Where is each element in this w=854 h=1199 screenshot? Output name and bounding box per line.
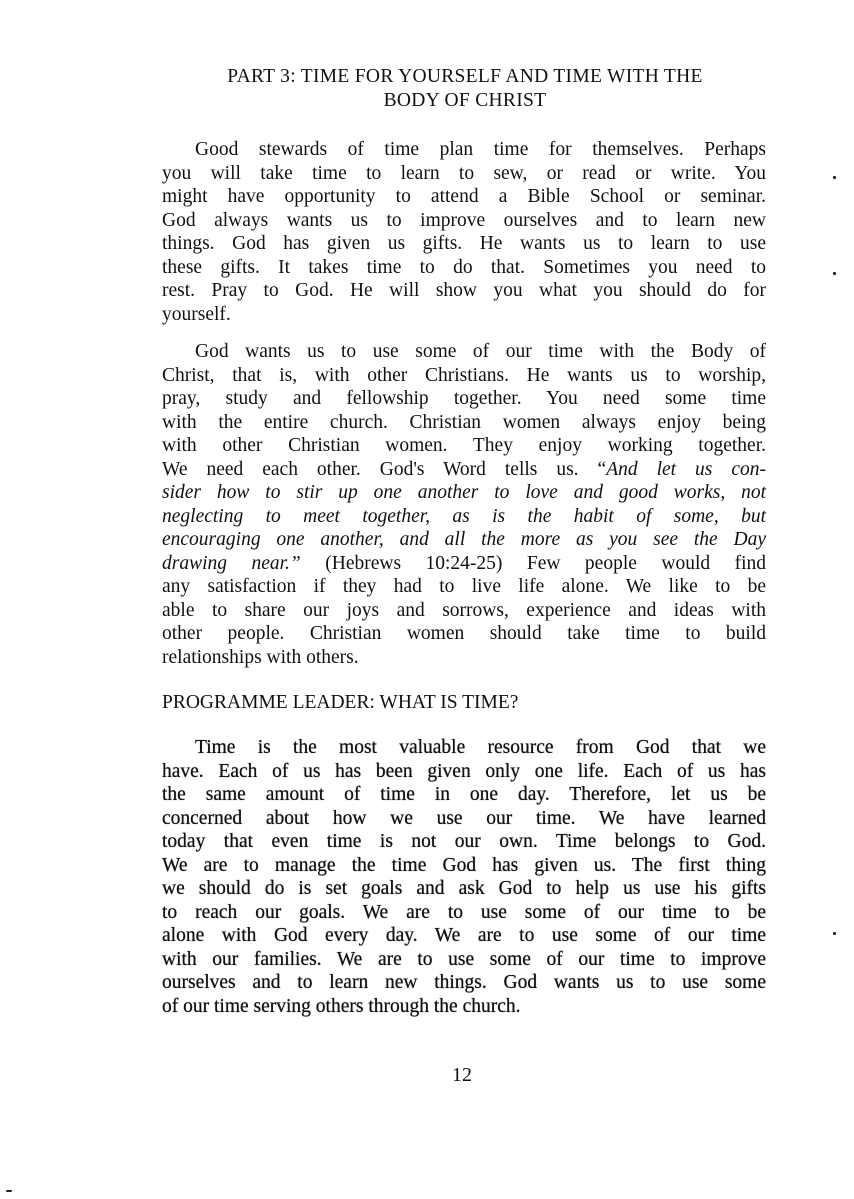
text-segment: of our time serving others through the church. <box>162 995 521 1017</box>
text-line <box>162 209 766 233</box>
text-line <box>162 340 766 364</box>
text-line <box>162 505 766 529</box>
text-line <box>162 552 766 576</box>
scan-speck <box>833 272 836 275</box>
paragraph-time-for-yourself <box>162 138 766 326</box>
text-line <box>162 387 766 411</box>
text-segment: Christ, that is, with other Christians. He wants us to worship, <box>162 364 766 386</box>
text-line <box>162 411 766 435</box>
scan-speck <box>833 176 836 179</box>
text-segment: concerned about how we use our time. We have learned <box>162 807 766 829</box>
text-segment: Good stewards of time plan time for themselves. Perhaps <box>195 139 766 160</box>
scripture-quote-text: encouraging one another, and all the more as you see the Day <box>162 529 766 550</box>
text-segment: any satisfaction if they had to live life alone. We like to be <box>162 576 766 597</box>
text-segment: pray, study and fellowship together. You need some time <box>162 388 766 409</box>
text-line <box>162 830 766 854</box>
text-segment: (Hebrews 10:24-25) Few people would find <box>300 552 766 574</box>
text-segment: today that even time is not our own. Time belongs to God. <box>162 831 766 852</box>
text-line <box>162 760 766 784</box>
text-segment: Time is the most valuable resource from God that we <box>195 737 766 758</box>
text-line <box>162 279 766 303</box>
text-line <box>162 162 766 186</box>
text-line <box>162 232 766 256</box>
text-line <box>162 575 766 599</box>
text-segment: We need each other. God's Word tells us. “ <box>162 458 607 480</box>
text-line <box>162 807 766 831</box>
text-line <box>162 854 766 878</box>
scan-speck <box>833 932 836 935</box>
text-line <box>162 924 766 948</box>
text-line <box>162 256 766 280</box>
text-line <box>162 877 766 901</box>
text-line <box>162 303 766 327</box>
section-title-line-1: PART 3: TIME FOR YOURSELF AND TIME WITH THE <box>227 66 703 87</box>
paragraph-body-of-christ <box>162 340 766 669</box>
text-segment: relationships with others. <box>162 646 359 668</box>
text-line <box>162 622 766 646</box>
scripture-quote-text: And let us con- <box>606 458 766 480</box>
text-segment: God always wants us to improve ourselves and to learn new <box>162 209 766 231</box>
text-segment: other people. Christian women should take time to build <box>162 623 766 644</box>
text-line <box>162 901 766 925</box>
text-line <box>162 528 766 552</box>
text-line <box>162 948 766 972</box>
text-line <box>162 971 766 995</box>
text-segment: rest. Pray to God. He will show you what you should do for <box>162 280 766 301</box>
text-segment: you will take time to learn to sew, or read or write. You <box>162 162 766 184</box>
text-segment: God wants us to use some of our time with the Body of <box>195 341 766 362</box>
text-line <box>162 364 766 388</box>
text-segment: able to share our joys and sorrows, experience and ideas with <box>162 599 766 621</box>
scripture-quote-text: drawing near.” <box>162 552 301 574</box>
programme-leader-heading: PROGRAMME LEADER: WHAT IS TIME? <box>162 692 519 713</box>
paragraph-what-is-time <box>162 736 766 1018</box>
text-segment: things. God has given us gifts. He wants us to learn to use <box>162 233 766 254</box>
section-title-line-2: BODY OF CHRIST <box>383 90 547 111</box>
text-segment: with the entire church. Christian women always enjoy being <box>162 411 766 433</box>
scan-speck <box>6 1190 12 1192</box>
text-segment: ourselves and to learn new things. God wants us to use some <box>162 972 766 993</box>
text-line <box>162 458 766 482</box>
text-segment: to reach our goals. We are to use some of our time to be <box>162 901 766 923</box>
page-number: 12 <box>452 1064 472 1086</box>
text-line <box>162 783 766 807</box>
text-segment: we should do is set goals and ask God to help us use his gifts <box>162 878 766 899</box>
text-line <box>162 646 766 670</box>
text-segment: have. Each of us has been given only one life. Each of us has <box>162 760 766 782</box>
text-segment: yourself. <box>162 303 231 325</box>
text-segment: alone with God every day. We are to use some of our time <box>162 925 766 946</box>
text-line <box>162 736 766 760</box>
text-line <box>162 599 766 623</box>
text-segment: these gifts. It takes time to do that. Sometimes you need to <box>162 256 766 278</box>
scripture-quote-text: neglecting to meet together, as is the habit of some, but <box>162 505 766 527</box>
text-segment: might have opportunity to attend a Bible School or seminar. <box>162 186 766 207</box>
text-segment: the same amount of time in one day. Therefore, let us be <box>162 784 766 805</box>
text-segment: We are to manage the time God has given us. The first thing <box>162 854 766 876</box>
scripture-quote-text: sider how to stir up one another to love and good works, not <box>162 482 766 503</box>
text-segment: with our families. We are to use some of our time to improve <box>162 948 766 970</box>
text-line <box>162 185 766 209</box>
text-line <box>162 995 766 1019</box>
text-segment: with other Christian women. They enjoy working together. <box>162 435 766 456</box>
text-line <box>162 138 766 162</box>
text-line <box>162 434 766 458</box>
text-line <box>162 481 766 505</box>
